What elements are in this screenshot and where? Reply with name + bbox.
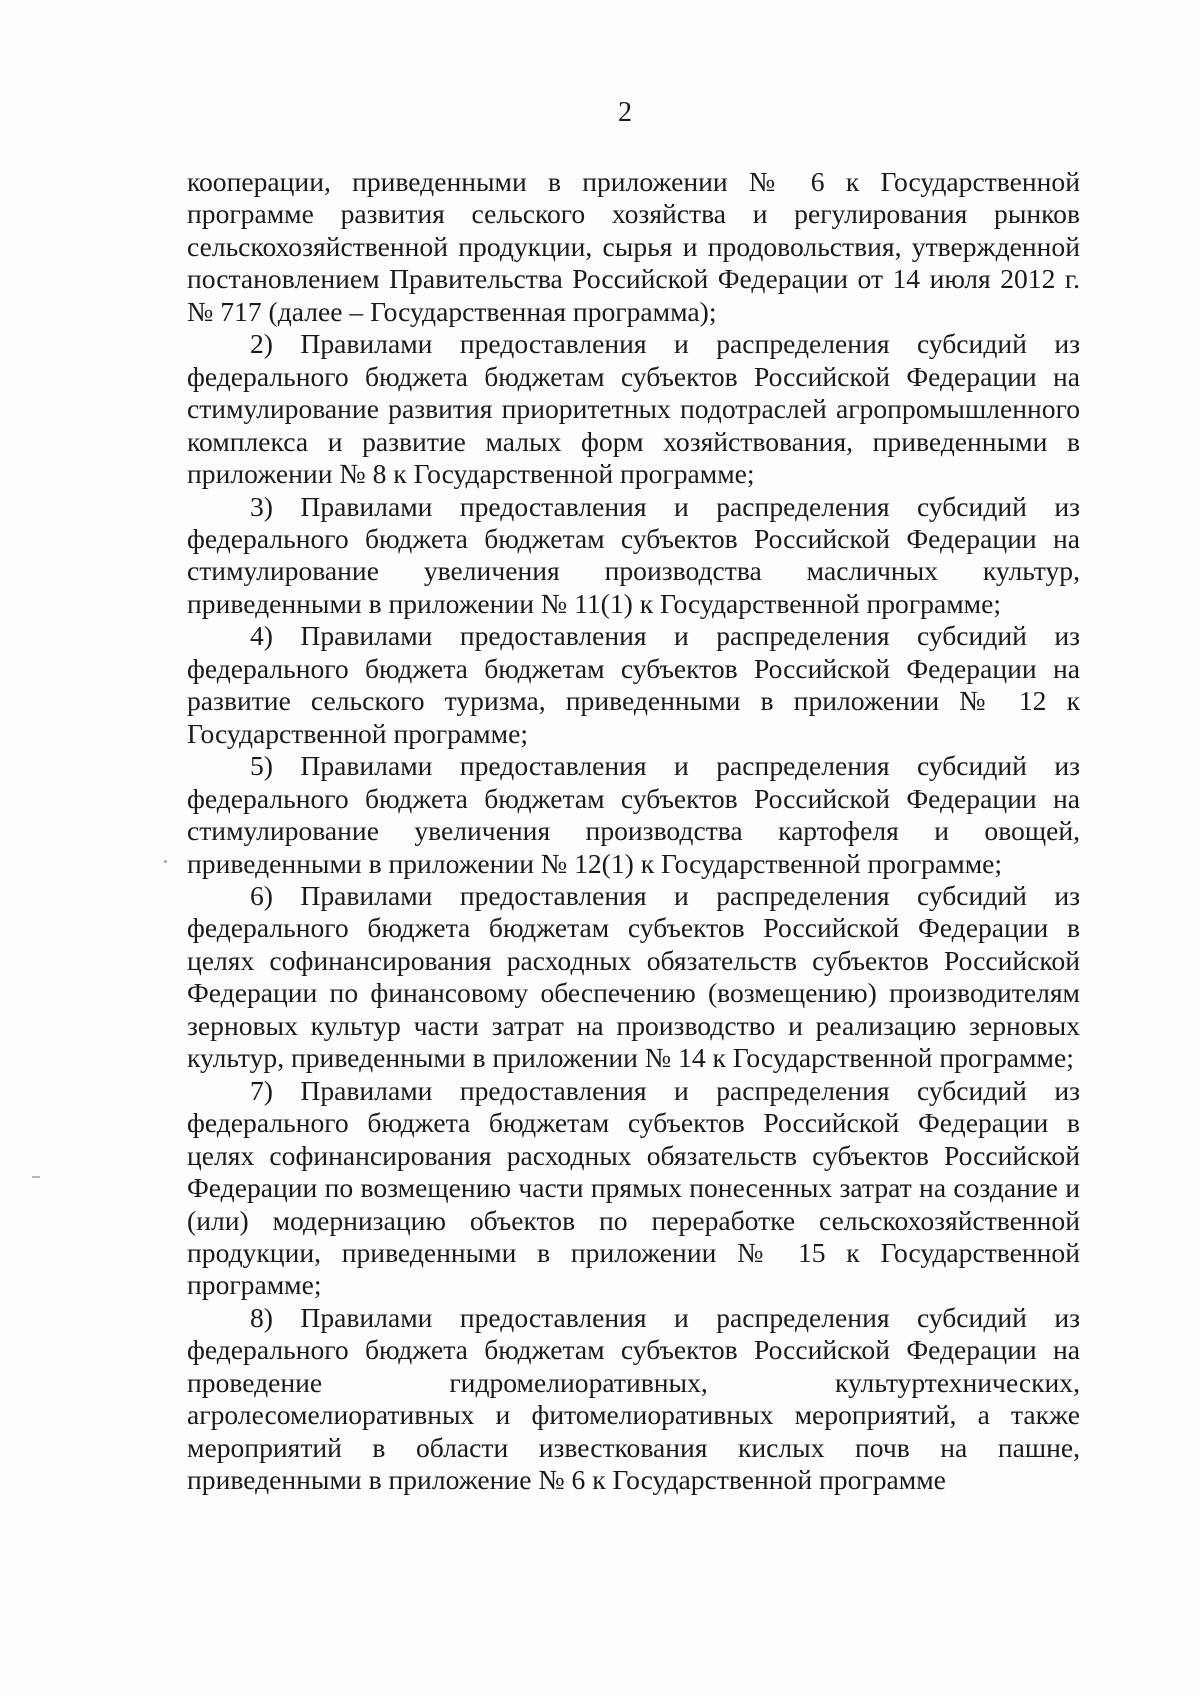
scan-artifact-dot xyxy=(164,860,167,863)
paragraph-item-5: 5) Правилами предоставления и распределения субсидий из федерального бюджета бюджетам субъектов Российской Федерации на стимулирование увеличения производства картофеля и овощей, приведенными в приложении № 12(1) к Государственной программе; xyxy=(187,750,1080,879)
paragraph-item-8: 8) Правилами предоставления и распределения субсидий из федерального бюджета бюджетам субъектов Российской Федерации на проведение гидромелиоративных, культуртехнических, агролесомелиоративных и фитомелиоративных мероприятий, а также мероприятий в области известкования кислых почв на пашне, приведенными в приложение № 6 к Государственной программе xyxy=(187,1301,1080,1496)
paragraph-item-3: 3) Правилами предоставления и распределения субсидий из федерального бюджета бюджетам субъектов Российской Федерации на стимулирование увеличения производства масличных культур, приведенными в приложении № 11(1) к Государственной программе; xyxy=(187,490,1080,619)
paragraph-item-4: 4) Правилами предоставления и распределения субсидий из федерального бюджета бюджетам субъектов Российской Федерации на развитие сельского туризма, приведенными в приложении № 12 к Государственной программе; xyxy=(187,620,1080,749)
paragraph-item-7: 7) Правилами предоставления и распределения субсидий из федерального бюджета бюджетам субъектов Российской Федерации в целях софинансирования расходных обязательств субъектов Российской Федерации по возмещению части прямых понесенных затрат на создание и (или) модернизацию объектов по переработке сельскохозяйственной продукции, приведенными в приложении № 15 к Государственной программе; xyxy=(187,1074,1080,1301)
paragraph-item-6: 6) Правилами предоставления и распределения субсидий из федерального бюджета бюджетам субъектов Российской Федерации в целях софинансирования расходных обязательств субъектов Российской Федерации по финансовому обеспечению (возмещению) производителям зерновых культур части затрат на производство и реализацию зерновых культур, приведенными в приложении № 14 к Государственной программе; xyxy=(187,879,1080,1074)
document-body xyxy=(187,166,1080,1497)
scan-artifact-dash xyxy=(32,1176,40,1178)
paragraph-item-2: 2) Правилами предоставления и распределения субсидий из федерального бюджета бюджетам субъектов Российской Федерации на стимулирование развития приоритетных подотраслей агропромышленного комплекса и развитие малых форм хозяйствования, приведенными в приложении № 8 к Государственной программе; xyxy=(187,328,1080,490)
page-number: 2 xyxy=(618,97,632,128)
paragraph-1-continuation: кооперации, приведенными в приложении № 6 к Государственной программе развития сельского хозяйства и регулирования рынков сельскохозяйственной продукции, сырья и продовольствия, утвержденной постановлением Правительства Российской Федерации от 14 июля 2012 г. № 717 (далее – Государственная программа); xyxy=(187,166,1080,327)
